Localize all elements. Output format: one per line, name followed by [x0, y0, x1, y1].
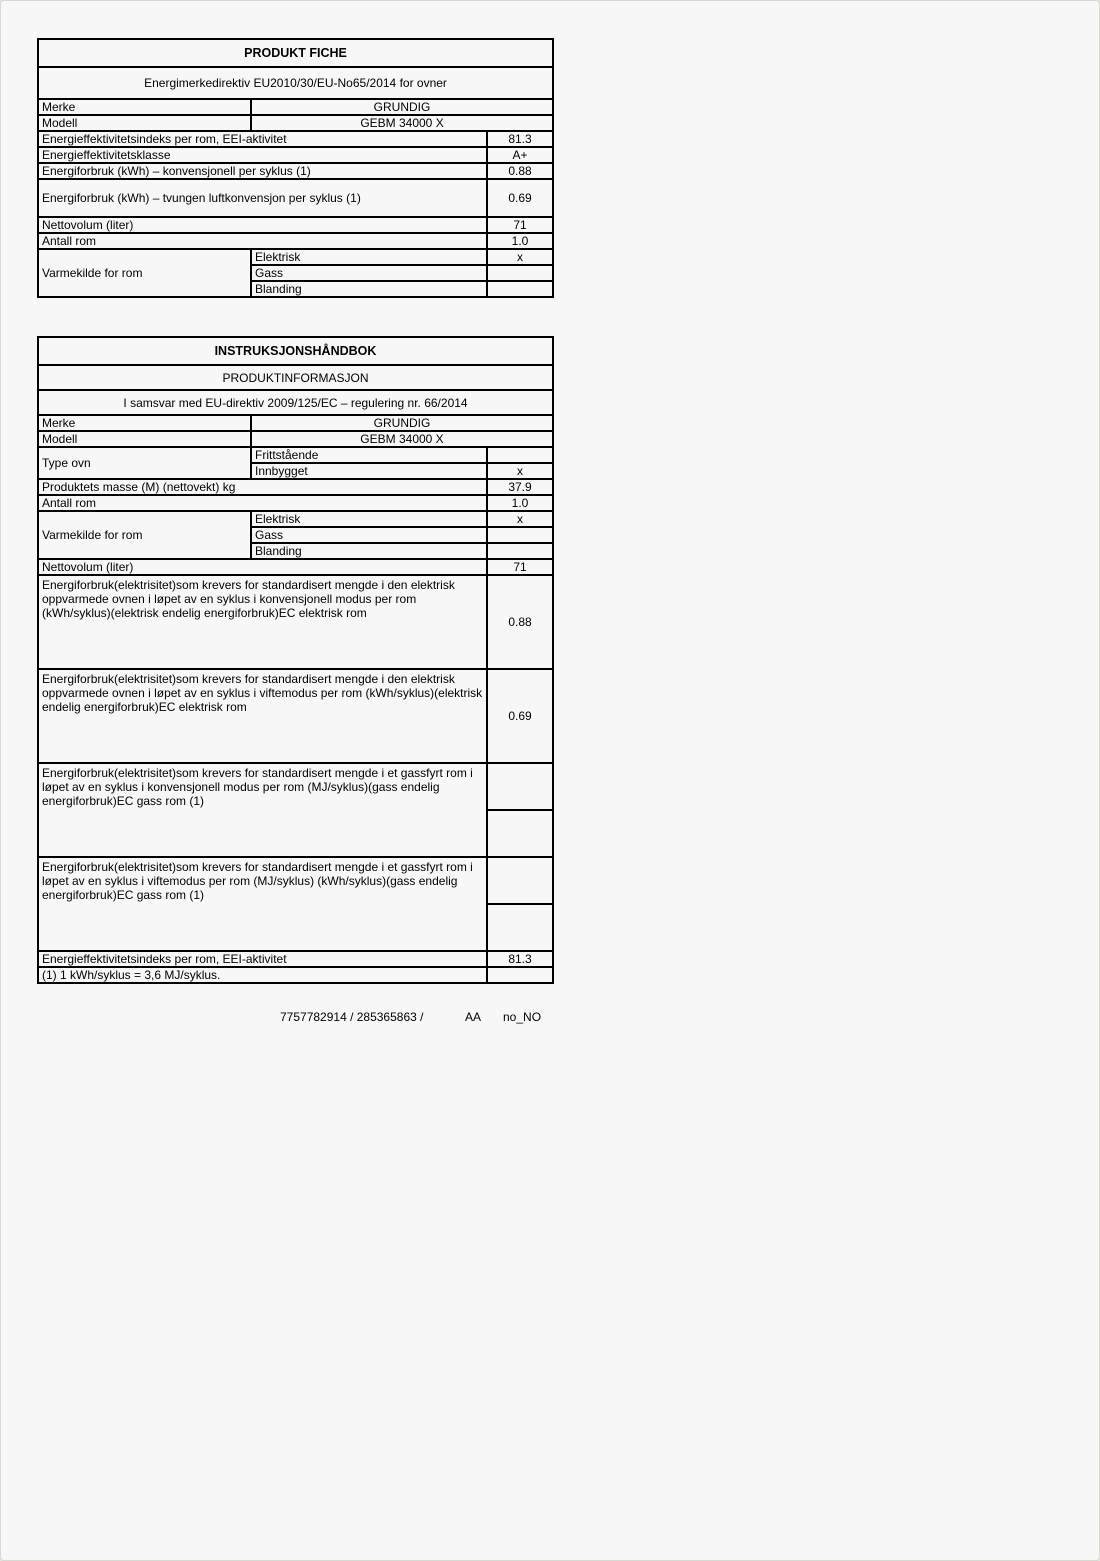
manual-heat-label: Varmekilde for rom [38, 511, 251, 559]
fiche-heat-option: Elektrisk [251, 249, 487, 265]
fiche-cavities-value: 1.0 [487, 233, 553, 249]
fiche-conv-label: Energiforbruk (kWh) – konvensjonell per syklus (1) [38, 163, 487, 179]
manual-type-mark: x [487, 463, 553, 479]
manual-type-label: Type ovn [38, 447, 251, 479]
manual-eei-value: 81.3 [487, 951, 553, 967]
footer-codes: 7757782914 / 285365863 / [280, 1010, 424, 1024]
fiche-volume-value: 71 [487, 217, 553, 233]
manual-subtitle: PRODUKTINFORMASJON [38, 365, 553, 390]
fiche-heat-option: Gass [251, 265, 487, 281]
fiche-class-label: Energieffektivitetsklasse [38, 147, 487, 163]
manual-info-table [37, 336, 554, 984]
manual-model-label: Modell [38, 431, 251, 447]
manual-ec-electric-fan-label: Energiforbruk(elektrisitet)som krevers for standardisert mengde i den elektrisk oppvarmede ovnen i løpet av en syklus i viftemodus per rom (kWh/syklus)(elektrisk endelig energiforbruk)EC elektrisk rom [38, 669, 487, 763]
fiche-cavities-label: Antall rom [38, 233, 487, 249]
fiche-brand-value: GRUNDIG [251, 99, 553, 115]
manual-ec-electric-conv-value: 0.88 [487, 575, 553, 669]
manual-directive: I samsvar med EU-direktiv 2009/125/EC – regulering nr. 66/2014 [38, 390, 553, 415]
fiche-class-value: A+ [487, 147, 553, 163]
manual-cavities-label: Antall rom [38, 495, 487, 511]
manual-brand-value: GRUNDIG [251, 415, 553, 431]
manual-mass-value: 37.9 [487, 479, 553, 495]
manual-type-option: Innbygget [251, 463, 487, 479]
manual-type-option: Frittstående [251, 447, 487, 463]
fiche-conv-value: 0.88 [487, 163, 553, 179]
fiche-heat-mark [487, 281, 553, 297]
manual-type-mark [487, 447, 553, 463]
manual-title: INSTRUKSJONSHÅNDBOK [38, 337, 553, 365]
fiche-fan-label: Energiforbruk (kWh) – tvungen luftkonvensjon per syklus (1) [38, 179, 487, 217]
fiche-heat-mark: x [487, 249, 553, 265]
manual-ec-gas-fan-value [487, 857, 553, 904]
footer-revision: AA [465, 1010, 482, 1024]
fiche-brand-label: Merke [38, 99, 251, 115]
manual-heat-mark [487, 527, 553, 543]
fiche-model-label: Modell [38, 115, 251, 131]
fiche-directive: Energimerkedirektiv EU2010/30/EU-No65/2014 for ovner [38, 67, 553, 99]
manual-heat-option: Gass [251, 527, 487, 543]
fiche-fan-value: 0.69 [487, 179, 553, 217]
fiche-heat-label: Varmekilde for rom [38, 249, 251, 297]
fiche-volume-label: Nettovolum (liter) [38, 217, 487, 233]
fiche-model-value: GEBM 34000 X [251, 115, 553, 131]
manual-model-value: GEBM 34000 X [251, 431, 553, 447]
manual-note: (1) 1 kWh/syklus = 3,6 MJ/syklus. [38, 967, 487, 983]
manual-ec-gas-conv-value-2 [487, 810, 553, 857]
manual-mass-label: Produktets masse (M) (nettovekt) kg [38, 479, 487, 495]
footer-locale: no_NO [503, 1010, 542, 1024]
manual-ec-gas-conv-value [487, 763, 553, 810]
manual-ec-electric-conv-label: Energiforbruk(elektrisitet)som krevers for standardisert mengde i den elektrisk oppvarmede ovnen i løpet av en syklus i konvensjonell modus per rom (kWh/syklus)(elektrisk endelig energiforbruk)EC elektrisk rom [38, 575, 487, 669]
manual-brand-label: Merke [38, 415, 251, 431]
manual-heat-mark: x [487, 511, 553, 527]
fiche-title: PRODUKT FICHE [38, 39, 553, 67]
manual-ec-gas-fan-value-2 [487, 904, 553, 951]
manual-heat-option: Elektrisk [251, 511, 487, 527]
fiche-eei-label: Energieffektivitetsindeks per rom, EEI-aktivitet [38, 131, 487, 147]
manual-heat-mark [487, 543, 553, 559]
manual-eei-label: Energieffektivitetsindeks per rom, EEI-aktivitet [38, 951, 487, 967]
manual-heat-option: Blanding [251, 543, 487, 559]
manual-volume-value: 71 [487, 559, 553, 575]
fiche-heat-mark [487, 265, 553, 281]
manual-ec-gas-conv-label: Energiforbruk(elektrisitet)som krevers for standardisert mengde i et gassfyrt rom i løpet av en syklus i konvensjonell modus per rom (MJ/syklus)(gass endelig energiforbruk)EC gass rom (1) [38, 763, 487, 857]
manual-cavities-value: 1.0 [487, 495, 553, 511]
manual-ec-electric-fan-value: 0.69 [487, 669, 553, 763]
manual-volume-label: Nettovolum (liter) [38, 559, 487, 575]
product-fiche-table [37, 38, 554, 298]
fiche-eei-value: 81.3 [487, 131, 553, 147]
manual-note-empty [487, 967, 553, 983]
fiche-heat-option: Blanding [251, 281, 487, 297]
manual-ec-gas-fan-label: Energiforbruk(elektrisitet)som krevers for standardisert mengde i et gassfyrt rom i løpet av en syklus i viftemodus per rom (MJ/syklus) (kWh/syklus)(gass endelig energiforbruk)EC gass rom (1) [38, 857, 487, 951]
